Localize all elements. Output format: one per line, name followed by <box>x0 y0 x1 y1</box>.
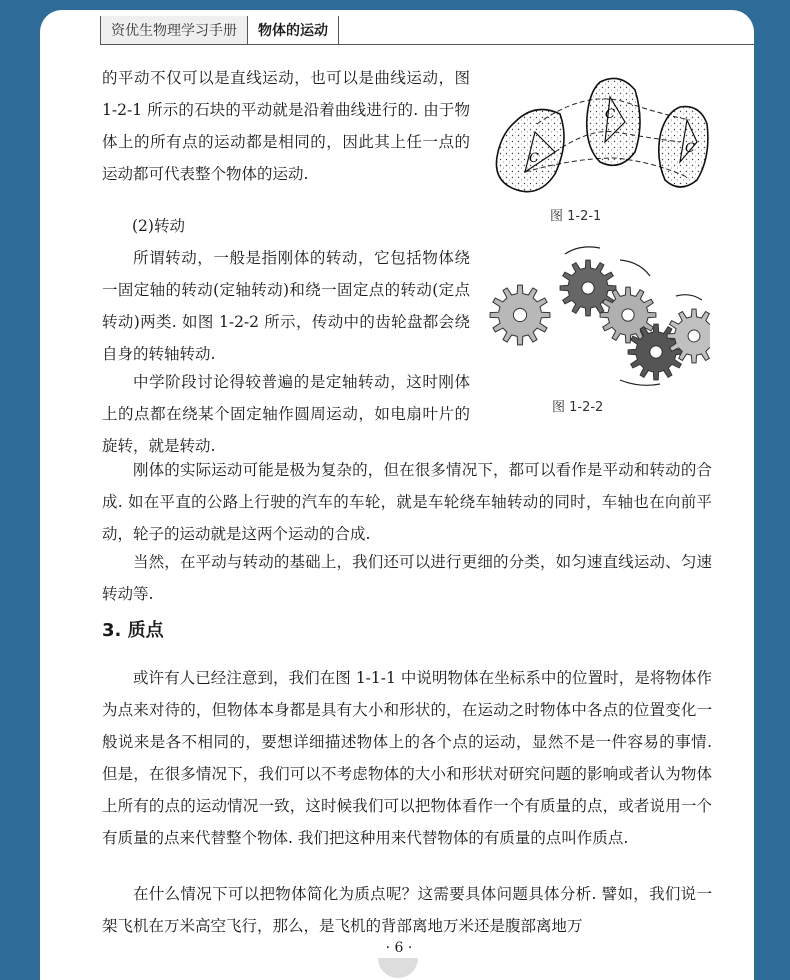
rotation-arrow-3 <box>676 295 702 300</box>
subheading-rotation: (2)转动 <box>132 217 185 235</box>
running-header <box>100 16 339 45</box>
rotation-arrow-4 <box>620 380 660 385</box>
stone-3 <box>659 107 708 187</box>
section-heading-particle: 3. 质点 <box>102 620 164 641</box>
paragraph-fixed-axis: 中学阶段讨论得较普遍的是定轴转动，这时刚体上的点都在绕某个固定轴作圆周运动，如电扇叶片的旋转，就是转动. <box>102 373 470 455</box>
paragraph-translation-continued: 的平动不仅可以是直线运动，也可以是曲线运动，图 1-2-1 所示的石块的平动就是沿着曲线进行的. 由于物体上的所有点的运动都是相同的，因此其上任一点的运动都可代表整个物体的运动. <box>102 69 470 183</box>
figure-gear-rotation <box>480 240 710 390</box>
chapter-title: 物体的运动 <box>247 16 338 44</box>
gear-left-hub <box>513 308 526 321</box>
figure-1-2-1-caption: 图 1-2-1 <box>550 209 602 224</box>
gear-top-hub <box>582 282 594 294</box>
paragraph-particle-definition: 或许有人已经注意到，我们在图 1-1-1 中说明物体在坐标系中的位置时，是将物体作为点来对待的，但物体本身都是具有大小和形状的，在运动之时物体中各点的位置变化一般说来是各不相同的，要想详细描述物体上的各个点的运动，显然不是一件容易的事情. 但是，在很多情况下，我们可以不考虑物体的大小和形状对研究问题的影响或者认为物体上所有的点的运动情况一致，这时候我们可以把物体看作一个有质量的点，或者说用一个有质量的点来代替整个物体. 我们把这种用来代替物体的有质量的点叫作质点. <box>102 669 712 847</box>
paragraph-rotation-definition: 所谓转动，一般是指刚体的转动，它包括物体绕一固定轴的转动(定轴转动)和绕一固定点的转动(定点转动)两类. 如图 1-2-2 所示，传动中的齿轮盘都会绕自身的转轴转动. <box>102 249 470 363</box>
paragraph-classification: 当然，在平动与转动的基础上，我们还可以进行更细的分类，如匀速直线运动、匀速转动等. <box>102 553 712 603</box>
label-c-2: C <box>605 107 615 122</box>
page-number-ornament <box>378 958 418 978</box>
gear-right-hub <box>688 330 700 342</box>
label-c-1: C <box>529 151 539 166</box>
rotation-arrow-2 <box>620 260 650 276</box>
book-title: 资优生物理学习手册 <box>101 16 247 44</box>
gear-bottom-hub <box>650 346 662 358</box>
gear-middle-hub <box>622 309 634 321</box>
figure-1-2-2-caption: 图 1-2-2 <box>552 400 604 415</box>
page-number: · 6 · <box>385 940 413 956</box>
figure-stone-translation <box>475 62 715 202</box>
paragraph-particle-question: 在什么情况下可以把物体简化为质点呢？这需要具体问题具体分析. 譬如，我们说一架飞机在万米高空飞行，那么，是飞机的背部离地万米还是腹部离地万 <box>102 885 712 935</box>
paragraph-combined-motion: 刚体的实际运动可能是极为复杂的，但在很多情况下，都可以看作是平动和转动的合成. 如在平直的公路上行驶的汽车的车轮，就是车轮绕车轴转动的同时，车轴也在向前平动，轮子的运动就是这两个运动的合成. <box>102 461 712 543</box>
header-rule <box>100 44 754 45</box>
book-page <box>40 10 754 980</box>
label-c-3: C <box>685 141 695 156</box>
rotation-arrow-1 <box>565 247 600 254</box>
